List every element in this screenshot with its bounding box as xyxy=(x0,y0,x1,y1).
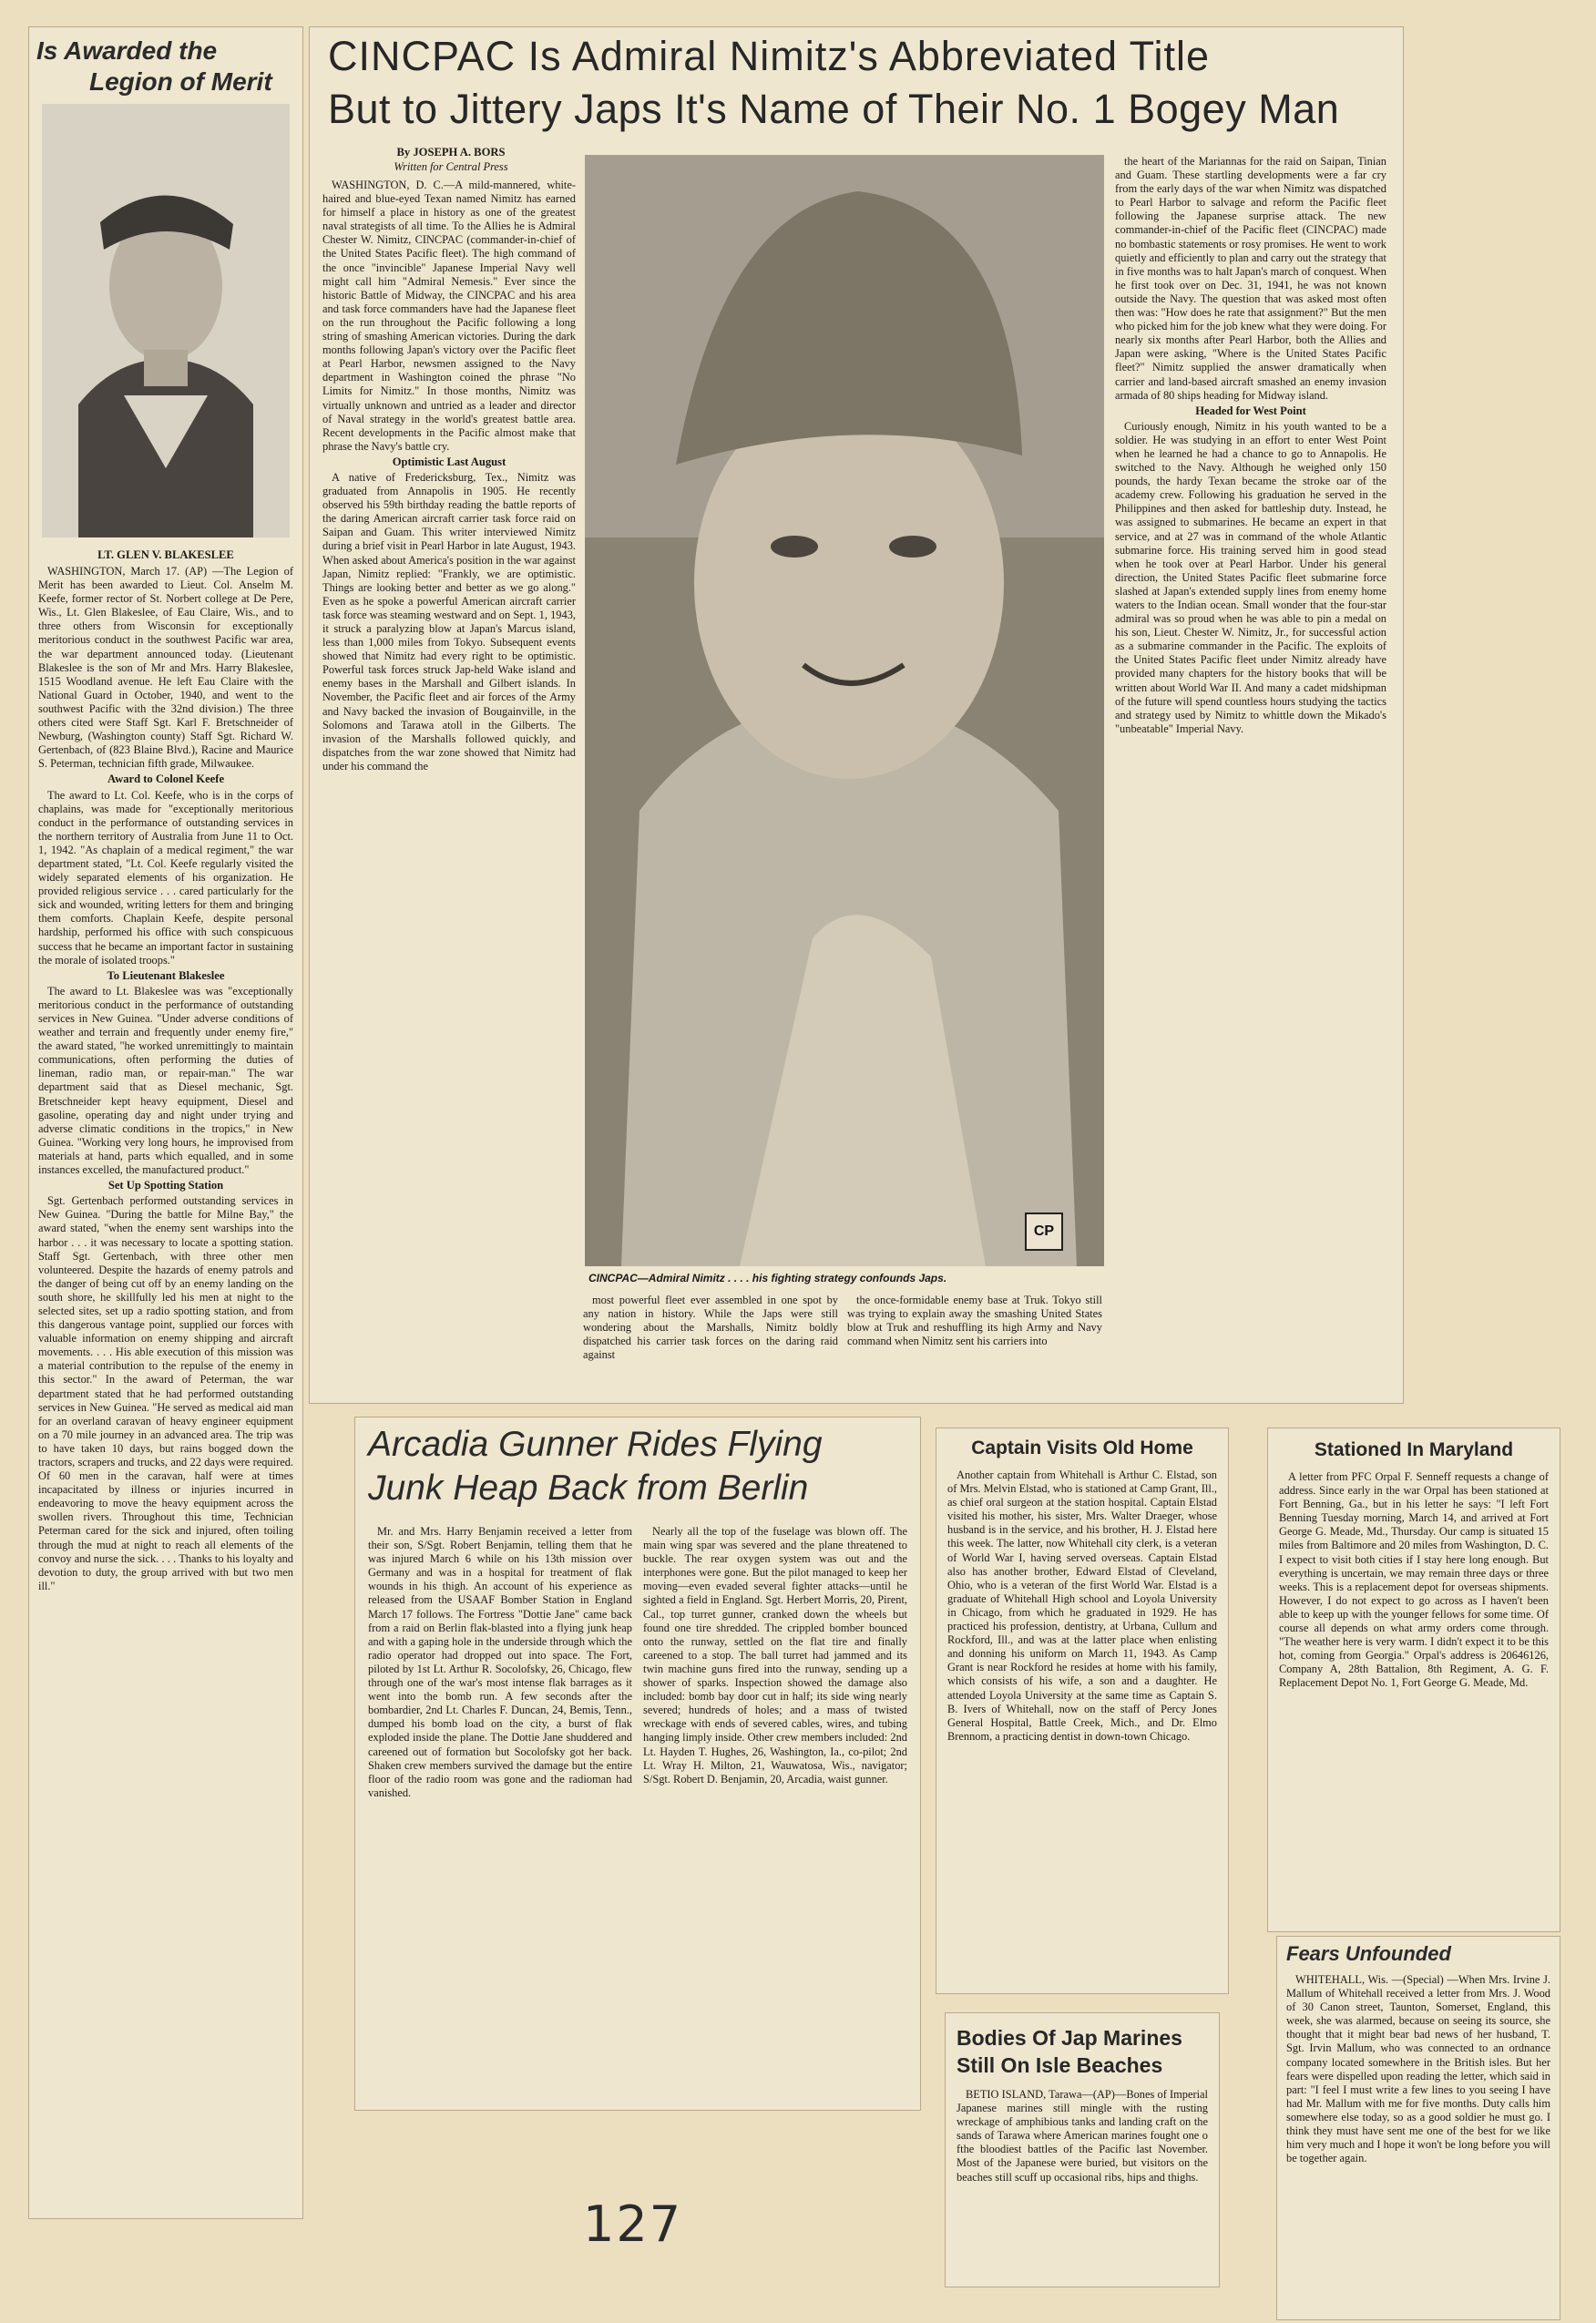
cincpac-subhead-westpoint: Headed for West Point xyxy=(1195,404,1306,417)
fears-headline: Fears Unfounded xyxy=(1286,1942,1451,1965)
nimitz-portrait-icon xyxy=(585,155,1104,1266)
arcadia-col1-text: Mr. and Mrs. Harry Benjamin received a letter from their son, S/Sgt. Robert Benjamin, telling them that he was injured March 6 while on his 13th mission over Germany and was in a hospital for treatment of flak wounds in his thigh. An account of his experience as released from the USAAF Bomber Station in England March 17 follows. The Fortress "Dottie Jane" came back from a raid on Berlin flak-blasted into a flying junk heap and with a gaping hole in the underside through which the radio operator had dropped out into space. The Fort, piloted by 1st Lt. Arthur R. Socolofsky, 26, Chicago, flew through one of the war's most intense flak barrages as it went into the bomb run. A few seconds after the bombardier, 2nd Lt. Charles F. Duncan, 24, Bemis, Tenn., dumped his bomb load on the city, a burst of flak exploded inside the plane. The Dottie Jane shuddered and careened out of formation but Socolofsky got her back. Shaken crew members survived the damage but the entire floor of the radio room was gone and the radioman had vanished. xyxy=(368,1525,632,1799)
blakeslee-portrait-photo xyxy=(42,104,290,537)
legion-of-merit-clipping xyxy=(29,27,302,2218)
arcadia-column-2 xyxy=(643,1525,907,2099)
legion-title-line2: Legion of Merit xyxy=(89,67,272,96)
arcadia-gunner-clipping xyxy=(355,1417,920,2110)
stationed-maryland-clipping xyxy=(1268,1428,1560,1931)
cincpac-col4-text: the heart of the Mariannas for the raid on Saipan, Tinian and Guam. These startling developments were a far cry from the early days of the war when Nimitz was dispatched to Pearl Harbor to salvage and reform the Pacific fleet following the Japanese surprise attack. The new commander-in-chief of the Pacific fleet (CINCPAC) made no bombastic statements or rosy promises. He went to work quietly and efficiently to plan and carry out the strategy that in five months was to halt Japan's march of conquest. When he first took over on Dec. 31, 1941, he was not known outside the Navy. The question that was asked most often then was: "How does he rate that assignment?" But the men who picked him for the job knew what they were doing. For nearly six months after Pearl Harbor, both the Allies and Japan were asking, "Where is the United States Pacific fleet?" Nimitz supplied the answer dramatically when carrier and land-based aircraft smashed an enemy invasion armada of 80 ships heading for Midway island. xyxy=(1115,155,1386,402)
arcadia-headline-line2: Junk Heap Back from Berlin xyxy=(368,1469,809,1508)
legion-paragraph-2: The award to Lt. Col. Keefe, who is in the corps of chaplains, was made for "exceptionally meritorious conduct in the performance of outstanding services in the northern territory of Australia from June 11 to Oct. 1, 1942. "As chaplain of a medical regiment," the war department stated, "Lt. Col. Keefe regularly visited the widely separated elements of his organization. He provided religious service . . . cared particularly for the sick and wounded, writing letters for them and bringing them comforts. Chaplain Keefe, despite personal hardship, performed his office with such conspicuous success that he became an important factor in sustaining the morale of isolated troops." xyxy=(38,788,293,967)
maryland-text: A letter from PFC Orpal F. Senneff requests a change of address. Since early in the war Orpal has been stationed at Fort Benning, Ga., but in his letter he says: "I left Fort Benning Tuesday morning, March 14, and arrived at Fort George G. Meade, Md., Thursday. Our camp is situated 15 miles from Baltimore and 20 miles from Washington, D. C. I expect to visit both cities if I stay here long enough. But everything is uncertain, we may remain three days or three weeks. This is a replacement depot for overseas shipments. However, I do not expect to go across as I haven't been able to keep up with the younger fellows for some time. Of course all depends on what army orders come through. "The weather here is very warm. I didn't expect it to be this hot, coming from Georgia." Orpal's address is 20646126, Company A, 28th Battalion, 8th Regiment, A. G. F. Replacement Depot No. 1, Fort George G. Meade, Md. xyxy=(1279,1470,1549,1690)
cincpac-byline-2: Written for Central Press xyxy=(394,160,508,173)
photo-credit-badge: CP xyxy=(1033,1223,1055,1239)
cincpac-column-3 xyxy=(847,1294,1102,1399)
cincpac-col1-text: WASHINGTON, D. C.—A mild-mannered, white-haired and blue-eyed Texan named Nimitz has earned for himself a place in history as one of the greatest naval strategists of all time. To the Allies he is Admiral Chester W. Nimitz, CINCPAC (commander-in-chief of the United States Pacific fleet). The high command of the once "invincible" Japanese Imperial Navy well might call him "Admiral Nemesis." Ever since the historic Battle of Midway, the CINCPAC and his area and task force commanders have had the Japanese fleet on the run throughout the Pacific following a long string of smashing American victories. During the dark months following Japan's victory over the Pacific fleet at Pearl Harbor, newsmen assigned to the Navy department in Washington coined the phrase "No Limits for Nimitz." In those months, Nimitz was virtually unknown and untried as a leader and director of Naval strategy in the world's greatest battle area. Recent developments in the Pacific almost make that phrase the Navy's battle cry. xyxy=(322,179,576,453)
bodies-body xyxy=(957,2088,1208,2279)
nimitz-photo xyxy=(585,155,1104,1266)
cincpac-col3-text: the once-formidable enemy base at Truk. Tokyo still was trying to explain away the smashing United States blow at Truk and reshuffling its high Army and Navy command when Nimitz sent his carriers into xyxy=(847,1294,1102,1348)
cincpac-byline: By JOSEPH A. BORS xyxy=(396,146,506,159)
cincpac-col4b-text: Curiously enough, Nimitz in his youth wanted to be a soldier. He was studying in an effort to enter West Point when he learned he had a chance to go to Annapolis. He switched to the Navy. Although he weighed only 150 pounds, the hardy Texan became the stroke oar of the academy crew. Following his graduation he served in the Philippines and then asked for battleship duty. Instead, he was assigned to submarines. He became an expert in that service, and at 27 was in command of the whole Atlantic submarine force. His training served him in good stead when he took over at Pearl Harbor. Under his general direction, the United States Pacific fleet submarine force slashed at Japan's extended supply lines from enemy home waters to the Indian ocean. Small wonder that the four-star admiral was so proud when he was able to pin a medal on his son, Lieut. Chester W. Nimitz, Jr., for successful action as a submarine commander in the Pacific. The exploits of the United States Pacific fleet under Nimitz already have provided many chapters for the history books that will be written about World War II. And many a cadet midshipman of the future will spend countless hours studying the tactics and strategy used by Nimitz to whittle down the Mikado's "unbeatable" Imperial Navy. xyxy=(1115,419,1386,735)
legion-subhead-keefe: Award to Colonel Keefe xyxy=(107,773,225,786)
cincpac-headline-line2: But to Jittery Japs It's Name of Their No. 1 Bogey Man xyxy=(328,86,1340,132)
cincpac-column-2 xyxy=(583,1294,838,1399)
cincpac-col1b-text: A native of Fredericksburg, Tex., Nimitz was graduated from Annapolis in 1905. He recently observed his 59th birthday reading the battle reports of the daring American aircraft carrier task force raid on Saipan and Guam. This writer interviewed Nimitz during a brief visit in Pearl Harbor in late August, 1943. When asked about America's position in the war against Japan, Nimitz replied: "Frankly, we are optimistic. Things are looking better and better as we go along." Even as he spoke a powerful American aircraft carrier task force was steaming westward and on Sept. 1, 1943, it struck a paralyzing blow at Japan's Marcus island, less than 1,000 miles from Tokyo. Subsequent events showed that Nimitz had every right to be optimistic. Powerful task forces struck Jap-held Wake island and enemy bases in the Marshall and Gilbert islands. In November, the Pacific fleet and air forces of the Army and Navy backed the invasion of Bougainville, in the Solomons and Tarawa atoll in the Gilberts. The invasion of the Marshalls followed quickly, and dispatches from the war zone showed that Nimitz had under his command the xyxy=(322,470,576,773)
nimitz-photo-caption: CINCPAC—Admiral Nimitz . . . . his fighting strategy confounds Japs. xyxy=(588,1272,947,1284)
cincpac-column-1 xyxy=(322,179,576,1399)
arcadia-col2-text: Nearly all the top of the fuselage was blown off. The main wing spar was severed and the plane threatened to buckle. The rear oxygen system was out and the interphones were gone. But the pilot managed to keep her moving—even evaded several fighter attacks—until he sighted a field in England. Sgt. Herbert Morris, 20, Pirent, Cal., top turret gunner, cranked down the wheels but found one tire shredded. The crippled bomber bounced onto the runway, settled on the flat tire and finally careened to a stop. The ball turret had jammed and its twin machine guns fired into the runway, sending up a shower of sparks. Inspection showed the damage also included: bomb bay door cut in half; its side wing nearly severed; hundreds of holes; and a mass of twisted wreckage with ends of severed cables, wires, and tubing hanging limply inside. Other crew members included: 2nd Lt. Hayden T. Hughes, 26, Washington, Ia., co-pilot; 2nd Lt. Wray H. Milton, 21, Wauwatosa, Wis., navigator; S/Sgt. Robert D. Benjamin, 20, Arcadia, waist gunner. xyxy=(643,1525,907,1786)
legion-paragraph-4: Sgt. Gertenbach performed outstanding services in New Guinea. "During the battle for Milne Bay," the award stated, "when the enemy sent warships into the harbor . . . it was necessary to locate a spotting station. Staff Sgt. Gertenbach, with three other men volunteered. Despite the hazards of enemy patrols and the danger of being cut off by an enemy landing on the south shore, he skillfully led his men at night to the selected sites, set up a radio spotting station, and from this dangerous vantage point, supplied our forces with valuable information on enemy shipping and aircraft movements. . . . His able execution of this mission was a material contribution to the repulse of the enemy in this sector." In the award of Peterman, the war department stated that he had performed outstanding services in New Guinea. "He served as medical aid man for an overland caravan of heavy engineer equipment on a 70 mile journey in an advanced area. The trip was to have taken 10 days, but rains bogged down the tractors, scrapers and trucks, and 22 days were required. Of 60 men in the caravan, half were at times incapacitated by illness or injuries incurred in endeavoring to move the heavy equipment across the swollen rivers. Throughout this time, Technician Peterman cared for the sick and injured, often toiling through the mud at night to reach all elements of the convoy and nurse the sick. . . . Thanks to his loyalty and devotion to duty, the group arrived with but two men ill." xyxy=(38,1194,293,1592)
cincpac-article-clipping xyxy=(310,27,1403,1403)
blakeslee-photo-caption: LT. GLEN V. BLAKESLEE xyxy=(97,548,234,561)
bodies-text: BETIO ISLAND, Tarawa—(AP)—Bones of Imperial Japanese marines still mingle with the rusting wreckage of amphibious tanks and landing craft on the sands of Tarawa where American marines fought one o fthe bloodiest battles of the Pacific last November. Most of the Japanese were buried, but visitors on the beaches still scuff up occasional ribs, hips and thighs. xyxy=(957,2088,1208,2184)
legion-subhead-spotting: Set Up Spotting Station xyxy=(107,1179,224,1192)
legion-subhead-blakeslee: To Lieutenant Blakeslee xyxy=(107,968,225,982)
captain-body xyxy=(947,1469,1217,1986)
legion-paragraph-3: The award to Lt. Blakeslee was was "exceptionally meritorious conduct in the performance of outstanding services in New Guinea. "Under adverse conditions of weather and terrain and frequently under enemy fire," the award stated, "he worked unremittingly to maintain communications, often performing the duties of lineman, radio man, or repair-man." The war department said that as Diesel mechanic, Sgt. Bretschneider kept heavy equipment, Diesel and gasoline, operating day and night under trying and adverse climatic conditions in the tropics," in New Guinea. "Working very long hours, he improvised from materials at hand, parts which equalled, and in some instances excelled, the manufactured product." xyxy=(38,984,293,1177)
legion-body xyxy=(38,565,293,2205)
maryland-headline: Stationed In Maryland xyxy=(1314,1439,1514,1460)
legion-paragraph-1: WASHINGTON, March 17. (AP) —The Legion of Merit has been awarded to Lieut. Col. Anselm M. Keefe, former rector of St. Norbert college at De Pere, Wis., Lt. Glen Blakeslee, of Eau Claire, Wis., and to three others from Wisconsin for exceptionally meritorious conduct in the southwest Pacific war area, the war department announced today. (Lieutenant Blakeslee is the son of Mr and Mrs. Harry Blakeslee, 1515 Woodland avenue. He left Eau Claire with the National Guard in October, 1940, and went to the southwest Pacific with the 32nd division.) The three others cited were Staff Sgt. Karl F. Bretschneider of Newburg, (Washington county) Staff Sgt. Richard W. Gertenbach, of (823 Blaine Blvd.), Racine and Maurice S. Peterman, technician fifth grade, Milwaukee. xyxy=(38,565,293,771)
bodies-headline-line1: Bodies Of Jap Marines xyxy=(957,2026,1182,2050)
arcadia-headline-line1: Arcadia Gunner Rides Flying xyxy=(368,1425,823,1464)
captain-visits-clipping xyxy=(936,1428,1228,1993)
cincpac-headline-line1: CINCPAC Is Admiral Nimitz's Abbreviated Title xyxy=(328,33,1211,79)
arcadia-column-1 xyxy=(368,1525,632,2099)
fears-unfounded-clipping xyxy=(1277,1937,1560,2319)
bodies-headline-line2: Still On Isle Beaches xyxy=(957,2053,1163,2077)
fears-body xyxy=(1286,1973,1550,2318)
page-number: 127 xyxy=(583,2195,683,2253)
bodies-clipping xyxy=(946,2013,1219,2287)
cincpac-column-4 xyxy=(1115,155,1386,1399)
cincpac-col2-text: most powerful fleet ever assembled in one spot by any nation in history. While the Japs were still wondering about the Marshalls, Nimitz boldly dispatched his carrier task forces on the daring raid against xyxy=(583,1294,838,1362)
fears-text: WHITEHALL, Wis. —(Special) —When Mrs. Irvine J. Mallum of Whitehall received a letter from Mrs. J. Wood of 30 Canon street, Taunton, Somerset, England, this week, she was alarmed, because on seeing its source, she thought that it might bear bad news of her husband, T. Sgt. Irvin Mallum, who was connected to an ordnance company located somewhere in the British isles. But her fears were dispelled upon reading the letter, which said in part: "I feel I must write a few lines to you seeing I have had Mr. Mallum with me for five months. Duty calls him somewhere else today, so as a good soldier he must go. I think they must have sent me one of the best for we like him very much and I hope it won't be long before you will be together again. xyxy=(1286,1973,1550,2165)
legion-title-line1: Is Awarded the xyxy=(36,36,218,65)
captain-text: Another captain from Whitehall is Arthur C. Elstad, son of Mrs. Melvin Elstad, who is stationed at Camp Grant, Ill., as chief oral surgeon at the station hospital. Captain Elstad visited his mother, his sister, Mrs. Walter Draeger, whose husband is in the service, and his brother, H. J. Elstad here this week. The latter, now Whitehall city clerk, is a veteran of World War I, having served overseas. Captain Elstad also has another brother, Edward Elstad of Cleveland, Ohio, who is a veteran of the first World War. Elstad is a graduate of Whitehall High school and Loyola University in Chicago, from which he graduated in 1929. He has practiced his profession, dentistry, at Urbana, Cullum and Rockford, Ill., and was at the latter place when enlisting and donning his uniform on March 11, 1943. As Camp Grant is near Rockford he resides at home with his family, which consists of his wife, a son and a daughter. He attended Loyola University at the same time as Captain S. B. Ivers of Whitehall, now on the staff of Percy Jones General Hospital, Battle Creek, Mich., and Dr. Elmo Brennom, a practicing dentist in down-town Chicago. xyxy=(947,1469,1217,1743)
cincpac-subhead-optimistic: Optimistic Last August xyxy=(392,455,506,468)
captain-headline: Captain Visits Old Home xyxy=(971,1438,1193,1458)
blakeslee-portrait-icon xyxy=(42,104,290,537)
maryland-body xyxy=(1279,1470,1549,1926)
